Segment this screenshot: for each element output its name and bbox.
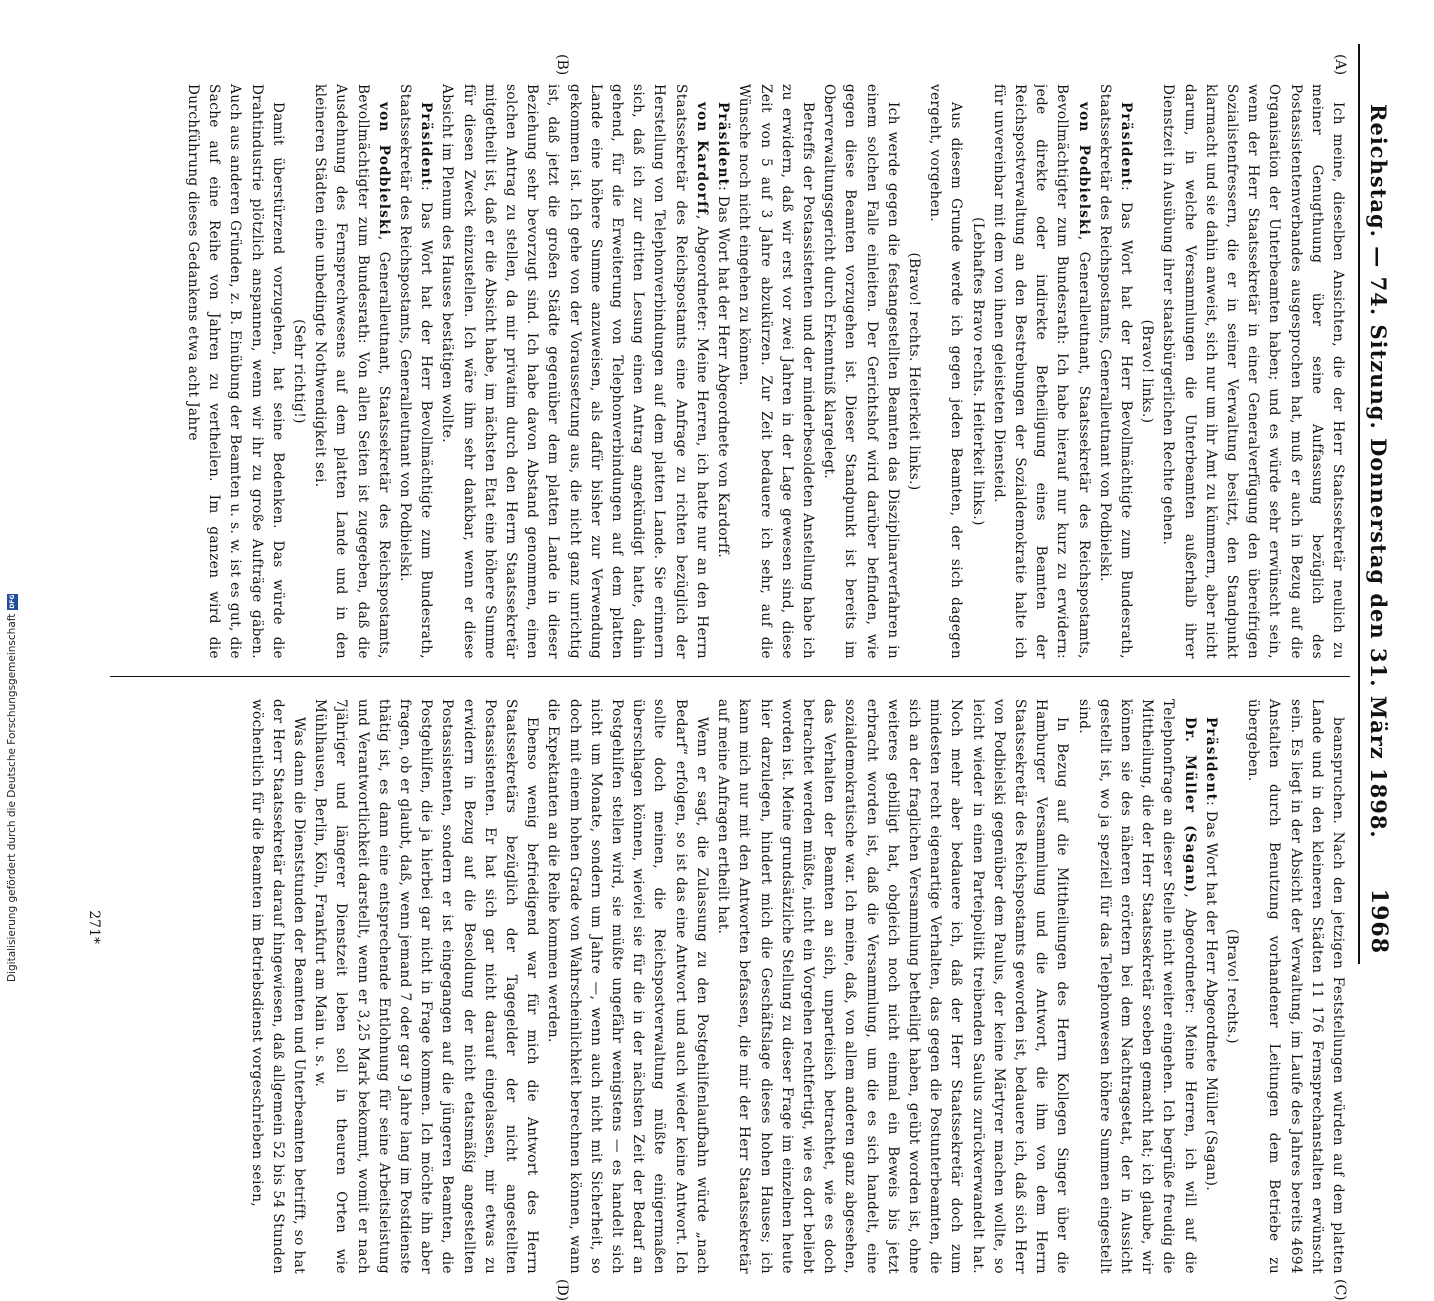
right-column — [123, 699, 1348, 1274]
paragraph: In Bezug auf die Mittheilungen des Herrn Kollegen Singer über die Hamburger Versammlung und die Antwort, die ihm von dem Herrn Staatssekretär des Reichspostamts geworden ist, bedauere ich, daß sich Herr von Podbielski gegenüber dem Paulus, der keine Märtyrer machen wollte, so leicht wieder in einen Parteipolitik treibenden Saulus zurückverwandelt hat. Noch mehr aber bedauere ich, daß der Herr Staatssekretär doch zum mindesten recht eigenartige Verhalten, das gegen die Postunterbeamten, die sich an der fraglichen Versammlung betheiligt haben, geübt worden ist, ohne weiteres gebilligt hat, obgleich noch nicht einmal ein Beweis bis jetzt erbracht worden ist, daß die Versammlung, um die es sich handelt, eine sozialdemokratische war. Ich meine, daß, von allem anderen ganz abgesehen, das Verhalten der Beamten an sich, unparteiisch betrachtet, wie es doch betrachtet werden müßte, nicht ein Vorgehen rechtfertigt, wie es dort beliebt worden ist. Meine grundsätzliche Stellung zu dieser Frage im einzelnen heute hier darzulegen, hindert mich die Geschäftslage dieses hohen Hauses; ich kann mich nur mit den Antworten befassen, die mir der Herr Staatssekretär auf meine Anfragen ertheilt hat. — [715, 699, 1071, 1274]
margin-marker-c: (C) — [1332, 1279, 1348, 1301]
paragraph: (Bravo! links.) — [1139, 319, 1156, 424]
paragraph: von Podbielski, Generalleutnant, Staatssekretär des Reichspostamts, Bevollmächtigter zum Bundesrath: Von allen Seiten ist zugegeben, daß die Ausdehnung des Fernsprechwesens auf dem platten Lande und in den kleineren Städten eine unbedingte Nothwendigkeit sei. — [312, 84, 392, 659]
paragraph: Präsident: Das Wort hat der Herr Bevollmächtigte zum Bundesrath, Staatssekretär des Reichspostamts, Generalleutnant von Podbielski. — [1096, 84, 1134, 659]
margin-marker-d: (D) — [554, 1279, 570, 1301]
paragraph: Ich meine, dieselben Ansichten, die der Herr Staatssekretär neulich zu meiner Genugthuung über seine Auffassung bezüglich des Postassistentenverbandes ausgesprochen hat, muß er auch in Bezug auf die Organisation der Unterbeamten haben; und es würde sehr erwünscht sein, wenn der Herr Staatssekretär in einer Generalverfügung den übereifrigen Sozialistenfressern, die er in seiner Verwaltung besitzt, den Standpunkt klarmacht und sie dahin anweist, sich nur um ihr Amt zu kümmern, aber nicht darum, in welche Versammlungen die Unterbeamten außerhalb ihrer Dienstzeit in Ausübung ihrer staatsbürgerlichen Rechte gehen. — [1160, 84, 1346, 659]
margin-marker-b: (B) — [554, 54, 570, 76]
left-column — [123, 84, 1348, 659]
page-title: Reichstag. — 74. Sitzung. Donnerstag den 31. März 1898. — [1366, 104, 1391, 839]
paragraph: (Bravo! rechts.) — [1223, 929, 1240, 1044]
paragraph: Betreffs der Postassistenten und der minderbesoldeten Anstellung habe ich zu erwidern, daß wir erst vor zwei Jahren in der Lage gewesen sind, diese Zeit von 5 auf 3 Jahre abzukürzen. Zur Zeit bedauere ich sehr, auf die Wünsche noch nicht eingehen zu können. — [736, 84, 816, 659]
paragraph: Aus diesem Grunde werde ich gegen jeden Beamten, der sich dagegen vergeht, vorgehen. — [927, 84, 965, 659]
page-footer-mark: 271* — [86, 910, 102, 944]
document-page — [80, 24, 1400, 1301]
digitization-credit-sidebar — [2, 0, 18, 1000]
paragraph: Präsident: Das Wort hat der Herr Abgeordnete von Kardorff. — [715, 102, 732, 559]
credit-text: Digitalisierung gefördert durch die Deutsche Forschungsgemeinschaft — [6, 613, 18, 982]
paragraph: Ebenso wenig befriedigend war für mich die Antwort des Herrn Staatssekretärs bezüglich der Tagegelder der nicht angestellten Postassistenten. Er hat sich gar nicht darauf eingelassen, mir etwas zu erwidern in Bezug auf die Besoldung der nicht etatsmäßig angestellten Postassistenten, sondern er ist eingegangen auf die jüngeren Beamten, die Postgehilfen, die ja hierbei gar nicht in Frage kommen. Ich möchte ihn aber fragen, ob er glaubt, daß, wenn jemand 7 oder gar 9 Jahre lang im Postdienste thätig ist, es dann eine entsprechende Entlohnung für seine Arbeitsleistung und Verantwortlichkeit darstellt, wenn er 3,25 Mark bekommt, womit er nach 7jähriger und längerer Dienstzeit leben soll in theuren Orten wie Mühlhausen, Berlin, Köln, Frankfurt am Main u. s. w. — [312, 699, 541, 1274]
margin-marker-a: (A) — [1332, 54, 1348, 76]
paragraph: beanspruchen. Nach den jetzigen Feststellungen würden auf dem platten Lande und in den kleineren Städten 11 176 Fernsprechanstalten erwünscht sein. Es liegt in der Absicht der Verwaltung, im Laufe des Jahres bereits 4694 Anstalten durch Benutzung vorhandener Leitungen dem Betriebe zu übergeben. — [1245, 699, 1346, 1274]
column-divider — [110, 676, 1350, 677]
paragraph: Wenn er sagt, die Zulassung zu den Postgehilfenlaufbahn würde „nach Bedarf“ erfolgen, so ist das eine Antwort und auch wieder keine Antwort. Ich sollte doch meinen, die Reichspostverwaltung müßte einigermaßen überschlagen können, wieviel sie für die in der nächsten Zeit der Bedarf an Postgehilfen stellen wird, sie müßte ungefähr wenigstens — es handelt sich nicht um Monate, sondern um Jahre —, wenn auch nicht mit Sicherheit, so doch mit einem hohen Grade von Wahrscheinlichkeit berechnen können, wann die Expektanten an die Reihe kommen werden. — [545, 699, 710, 1274]
digitization-credit — [5, 22, 19, 982]
paragraph: Was dann die Dienststunden der Beamten und Unterbeamten betrifft, so hat der Herr Staatssekretär darauf hingewiesen, daß allgemein 52 bis 54 Stunden wöchentlich für die Beamten im Betriebsdienst vorgeschrieben seien, — [248, 699, 308, 1274]
paragraph: (Sehr richtig!) — [291, 319, 308, 424]
paragraph: Dr. Müller (Sagan), Abgeordneter: Meine Herren, ich will auf die Telephonfrage an dieser Stelle nicht weiter eingehen. Ich begrüße freudig die Mittheilung, die der Herr Staatssekretär soeben gemacht hat; ich glaube, wir können sie des näheren erörtern bei dem Nachtragsetat, der in Aussicht gestellt ist, wo ja speziell für das Telephonwesen höhere Summen eingestellt sind. — [1075, 699, 1198, 1274]
paragraph: von Podbielski, Generalleutnant, Staatssekretär des Reichspostamts, Bevollmächtigter zum Bundesrath: Ich habe hierauf nur kurz zu erwidern: jede direkte oder indirekte Betheiligung eines Beamten der Reichspostverwaltung an den Bestrebungen der Sozialdemokratie halte ich für unvereinbar mit dem von ihnen geleisteten Diensteid. — [990, 84, 1092, 659]
header-rule — [1358, 44, 1360, 964]
page-number: 1968 — [1366, 888, 1392, 954]
paragraph: von Kardorff, Abgeordneter: Meine Herren, ich hatte nur an den Herrn Staatssekretär des Reichspostamts eine Anfrage zu richten bezüglich der Herstellung von Telephonverbindungen auf dem platten Lande. Sie erinnern sich, daß ich zur dritten Lesung einen Antrag angekündigt hatte, dahin gehend, für die Erweiterung von Telephonverbindungen auf dem platten Lande eine höhere Summe anzuweisen, als dafür bisher zur Verwendung gekommen ist. Ich gehe von der Voraussetzung aus, die nicht ganz unrichtig ist, daß jetzt die großen Städte gegenüber dem platten Lande in dieser Beziehung sehr bevorzugt sind. Ich habe davon Abstand genommen, einen solchen Antrag zu stellen, da mir privatim durch den Herrn Staatssekretär mitgetheilt ist, daß er die Absicht habe, im nächsten Etat eine höhere Summe für diesen Zweck einzustellen. Ich wäre ihm sehr dankbar, wenn er diese Absicht im Plenum des Hauses bestätigen wollte. — [439, 84, 710, 659]
paragraph: (Lebhaftes Bravo rechts. Heiterkeit links.) — [969, 217, 986, 526]
paragraph: Präsident: Das Wort hat der Herr Bevollmächtigte zum Bundesrath, Staatssekretär des Reichspostamts, Generalleutnant von Podbielski. — [397, 84, 435, 659]
paragraph: (Bravo! rechts. Heiterkeit links.) — [905, 252, 922, 491]
dfg-logo: DFG — [8, 594, 16, 609]
paragraph: Damit überstürzend vorzugehen, hat seine Bedenken. Das würde die Drahtindustrie plötzlich anspannen, wenn wir ihr zu große Aufträge gäben. Auch aus anderen Gründen, z. B. Einübung der Beamten u. s. w. ist es gut, die Sache auf eine Reihe von Jahren zu vertheilen. Im ganzen wird die Durchführung dieses Gedankens etwa acht Jahre — [185, 84, 286, 659]
paragraph: Ich werde gegen die festangestellten Beamten das Disziplinarverfahren in einem solchen Falle einleiten. Der Gerichtshof wird darüber befinden, wie gegen diese Beamten vorzugehen ist. Dieser Standpunkt ist bereits im Oberverwaltungsgericht durch Erkenntniß klargelegt. — [821, 84, 901, 659]
page-header — [1366, 54, 1400, 954]
paragraph: Präsident: Das Wort hat der Herr Abgeordnete Müller (Sagan). — [1202, 717, 1219, 1192]
